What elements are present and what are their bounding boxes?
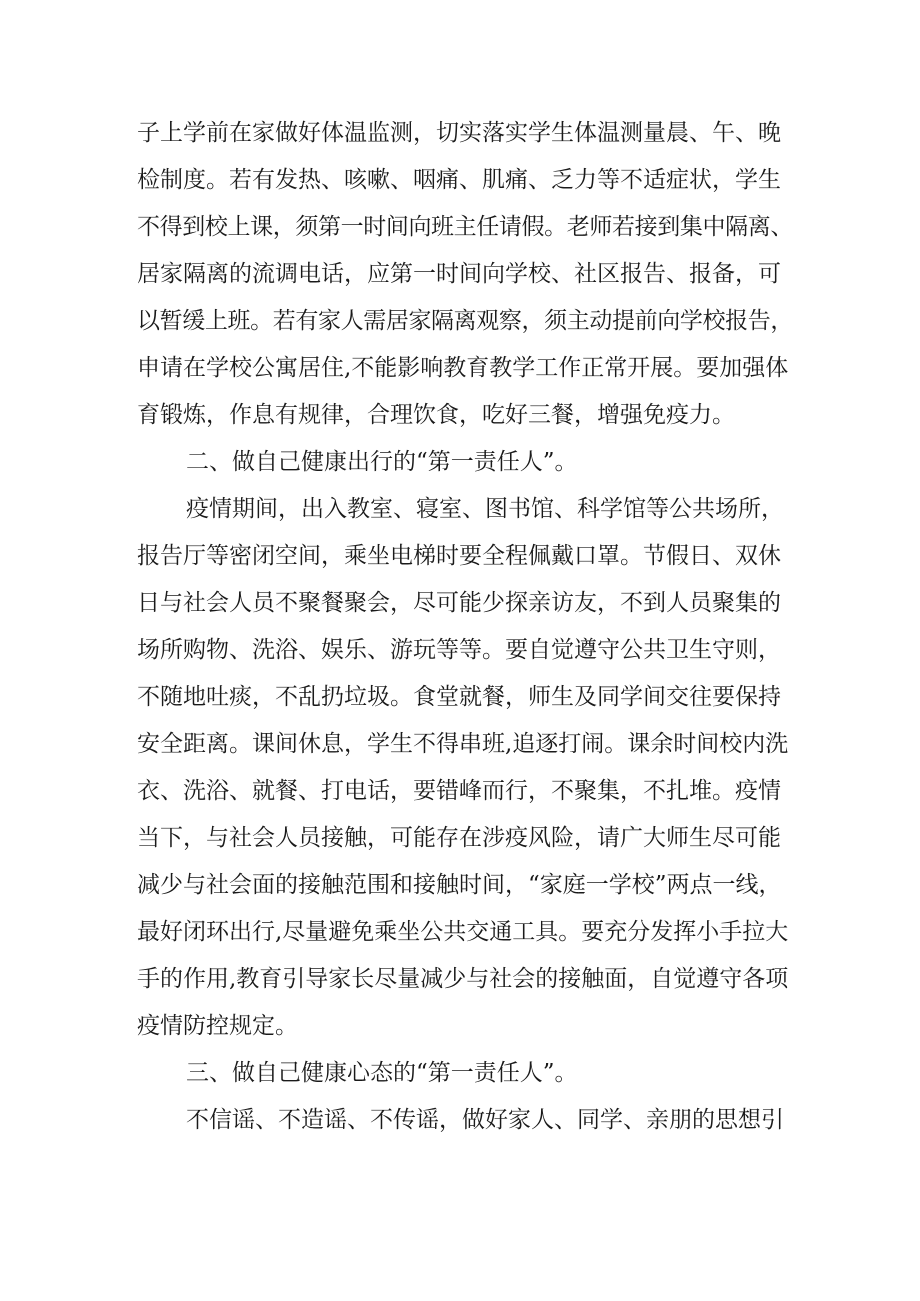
text-line: 育锻炼，作息有规律，合理饮食，吃好三餐，增强免疫力。	[137, 402, 735, 428]
text-line: 申请在学校公寓居住,不能影响教育教学工作正常开展。要加强体	[137, 355, 789, 381]
text-line: 最好闭环出行,尽量避免乘坐公共交通工具。要充分发挥小手拉大	[137, 919, 789, 945]
paragraph-first-line: 不信谣、不造谣、不传谣，做好家人、同学、亲朋的思想引	[186, 1107, 784, 1133]
text-line: 子上学前在家做好体温监测，切实落实学生体温测量晨、午、晚	[137, 120, 781, 146]
text-line: 检制度。若有发热、咳嗽、咽痛、肌痛、乏力等不适症状，学生	[137, 167, 781, 193]
text-line: 不得到校上课，须第一时间向班主任请假。老师若接到集中隔离、	[137, 214, 793, 240]
text-line: 当下，与社会人员接触，可能存在涉疫风险，请广大师生尽可能	[137, 825, 781, 851]
text-line: 居家隔离的流调电话，应第一时间向学校、社区报告、报备，可	[137, 261, 781, 287]
text-line: 场所购物、洗浴、娱乐、游玩等等。要自觉遵守公共卫生守则，	[137, 637, 781, 663]
section-heading: 三、做自己健康心态的“第一责任人”。	[186, 1060, 578, 1086]
text-line: 衣、洗浴、就餐、打电话，要错峰而行，不聚集，不扎堆。疫情	[137, 778, 781, 804]
text-line: 不随地吐痰，不乱扔垃圾。食堂就餐，师生及同学间交往要保持	[137, 684, 781, 710]
text-line: 手的作用,教育引导家长尽量减少与社会的接触面，自觉遵守各项	[137, 966, 789, 992]
text-line: 疫情防控规定。	[137, 1013, 298, 1039]
text-line: 日与社会人员不聚餐聚会，尽可能少探亲访友，不到人员聚集的	[137, 590, 781, 616]
text-line: 减少与社会面的接触范围和接触时间，“家庭一学校”两点一线，	[137, 872, 782, 898]
text-line: 以暂缓上班。若有家人需居家隔离观察，须主动提前向学校报告，	[137, 308, 793, 334]
text-line: 安全距离。课间休息，学生不得串班,追逐打闹。课余时间校内洗	[137, 731, 789, 757]
text-line: 报告厅等密闭空间，乘坐电梯时要全程佩戴口罩。节假日、双休	[137, 543, 781, 569]
section-heading: 二、做自己健康出行的“第一责任人”。	[186, 449, 578, 475]
paragraph-first-line: 疫情期间，出入教室、寝室、图书馆、科学馆等公共场所，	[186, 496, 784, 522]
